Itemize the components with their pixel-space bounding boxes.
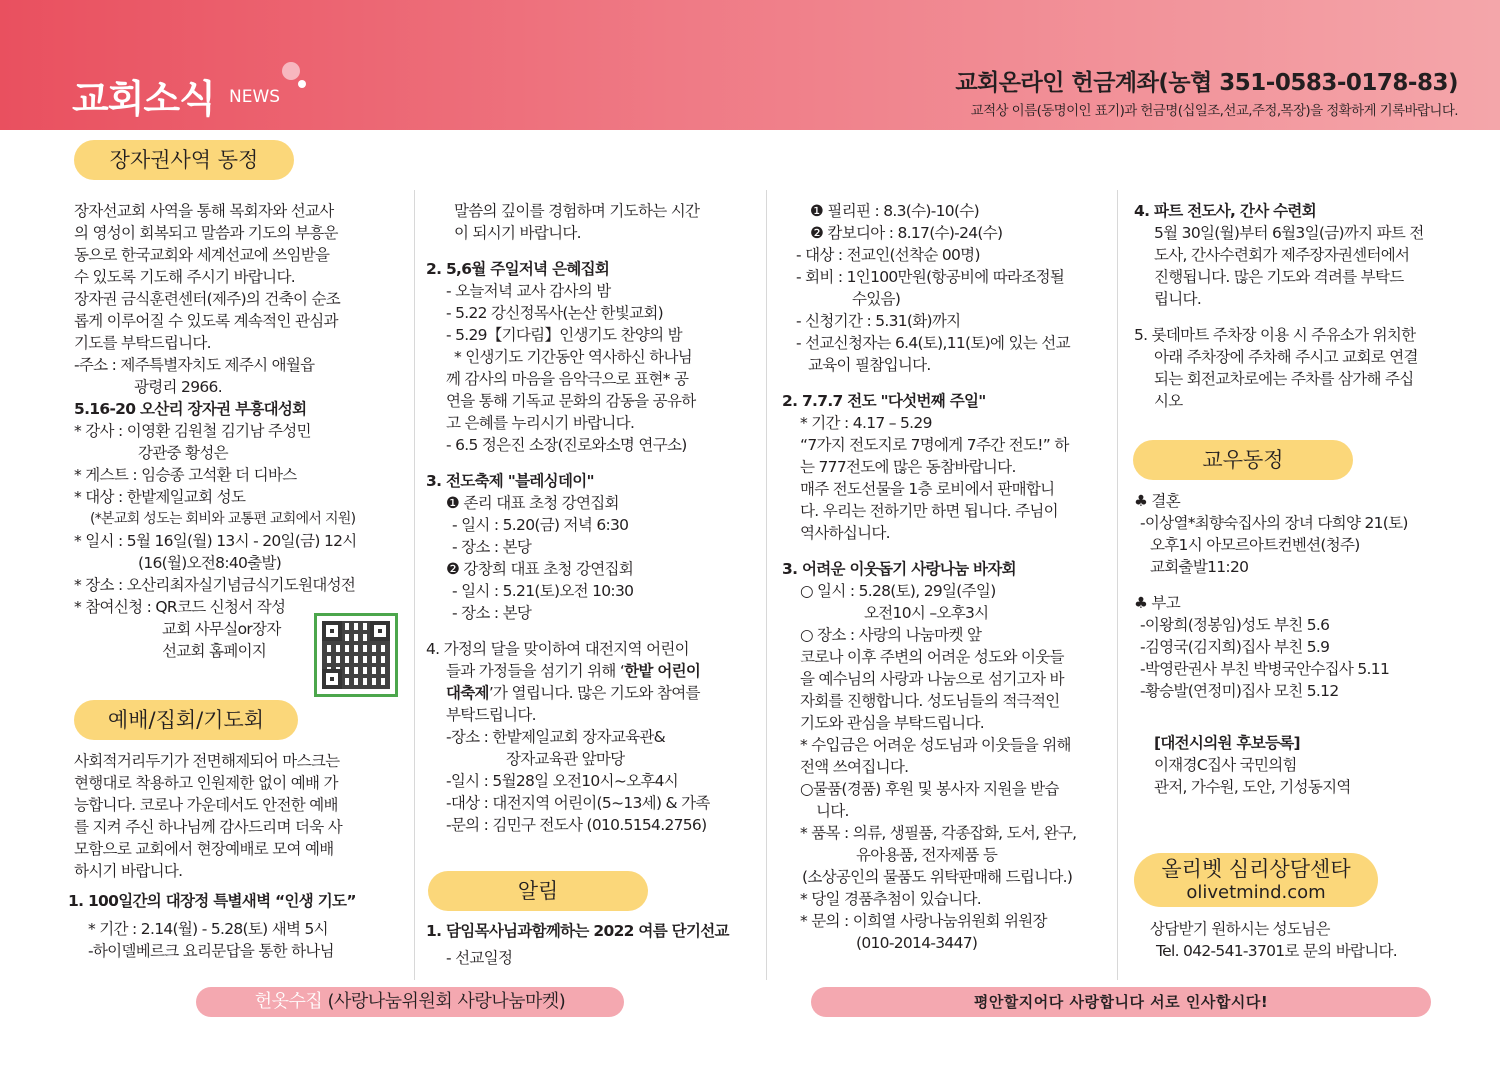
text-line: 를 지켜 주신 하나님께 감사드리며 더욱 사 — [74, 818, 343, 836]
text-line: 기도와 관심을 부탁드립니다. — [800, 714, 984, 732]
greeting-bar: 평안할지어다 사랑합니다 서로 인사합시다! — [811, 987, 1431, 1017]
text-line: “7가지 전도지로 7명에게 7주간 전도!” 하 — [800, 436, 1069, 454]
text-line: (010-2014-3447) — [856, 934, 978, 952]
text-line: 자회를 진행합니다. 성도님들의 적극적인 — [800, 692, 1060, 710]
list-item: -황승발(연정미)집사 모친 5.12 — [1140, 682, 1339, 700]
text-line: 능합니다. 코로나 가운데서도 안전한 예배 — [74, 796, 338, 814]
olivet-counseling-badge — [1134, 853, 1378, 907]
text-line: * 문의 : 이희열 사랑나눔위원회 위원장 — [800, 912, 1047, 930]
text-line: ○ 일시 : 5.28(토), 29일(주일) — [800, 582, 996, 600]
text-span: ’가 열립니다. 많은 기도와 참여를 — [488, 684, 700, 702]
text-line: - 신청기간 : 5.31(화)까지 — [796, 312, 961, 330]
qr-code[interactable] — [314, 613, 398, 697]
election-title: [대전시의원 후보등록] — [1154, 734, 1300, 752]
text-line: (16(월)오전8:40출발) — [138, 554, 282, 572]
header-banner — [0, 0, 1500, 130]
text-line: ❶ 존리 대표 초청 강연집회 — [446, 494, 619, 512]
text-line — [426, 682, 758, 704]
dawn-prayer-title: 1. 100일간의 대장정 특별새벽 “인생 기도” — [68, 892, 356, 910]
text-line: 께 감사의 마음을 음악극으로 표현* 공 — [446, 370, 689, 388]
text-line: 4. 가정의 달을 맞이하여 대전지역 어린이 — [426, 640, 689, 658]
text-line: 교육이 필참입니다. — [808, 356, 931, 374]
retreat-title: 4. 파트 전도사, 간사 수련회 — [1134, 202, 1316, 220]
bazaar-title: 3. 어려운 이웃돕기 사랑나눔 바자회 — [782, 560, 1016, 578]
text-line: 시오 — [1154, 392, 1183, 410]
text-line: 코로나 이후 주변의 어려운 성도와 이웃들 — [800, 648, 1064, 666]
text-line: 동으로 한국교회와 세계선교에 쓰임받을 — [74, 246, 330, 264]
text-line: - 대상 : 전교인(선착순 00명) — [796, 246, 980, 264]
bulletin-title: 교회소식 — [72, 77, 215, 121]
text-line: 니다. — [816, 802, 849, 820]
list-item: -김영국(김지희)집사 부친 5.9 — [1140, 638, 1330, 656]
text-line: * 참여신청 : QR코드 신청서 작성 — [74, 598, 286, 616]
text-line: 교회출발11:20 — [1150, 558, 1249, 576]
obituary-heading: ♣ 부고 — [1134, 594, 1180, 612]
text-line — [426, 660, 758, 682]
text-line: -문의 : 김민구 전도사 (010.5154.2756) — [446, 816, 707, 834]
text-line: 전액 쓰여집니다. — [800, 758, 909, 776]
festival-title: 3. 전도축제 "블레싱데이" — [426, 472, 594, 490]
text-line: 도사, 간사수련회가 제주장자권센터에서 — [1154, 246, 1410, 264]
column-divider — [766, 190, 767, 980]
text-line: * 일시 : 5월 16일(월) 13시 - 20일(금) 12시 — [74, 532, 357, 550]
text-line: 강관중 황성은 — [138, 444, 228, 462]
text-line: 연을 통해 기독교 문화의 감동을 공유하 — [446, 392, 696, 410]
text-line: 의 영성이 회복되고 말씀과 기도의 부흥운 — [74, 224, 338, 242]
text-line: - 선교신청자는 6.4(토),11(토)에 있는 선교 — [796, 334, 1070, 352]
section-notice: 알림 — [428, 871, 648, 911]
clothes-collection-bar — [196, 987, 624, 1017]
text-line: 장자선교회 사역을 통해 목회자와 선교사 — [74, 202, 334, 220]
text-line: -이상열*최향숙집사의 장녀 다희양 21(토) — [1140, 514, 1408, 532]
text-line: 기도를 부탁드립니다. — [74, 334, 211, 352]
text-line: ❷ 캄보디아 : 8.17(수)-24(수) — [810, 224, 1003, 242]
evening-title: 2. 5,6월 주일저녁 은혜집회 — [426, 260, 610, 278]
text-line: ❶ 필리핀 : 8.3(수)-10(수) — [810, 202, 979, 220]
list-item: -박영란권사 부친 박병국안수집사 5.11 — [1140, 660, 1390, 678]
text-line: (*본교회 성도는 회비와 교통편 교회에서 지원) — [90, 511, 356, 527]
text-line: * 당일 경품추첨이 있습니다. — [800, 890, 981, 908]
olivet-url[interactable]: olivetmind.com — [1186, 882, 1326, 903]
section-worship: 예배/집회/기도회 — [74, 700, 298, 740]
text-line: - 선교일정 — [446, 949, 513, 967]
text-line: * 수입금은 어려운 성도님과 이웃들을 위해 — [800, 736, 1071, 754]
column-divider — [1117, 190, 1118, 980]
text-line: * 강사 : 이영환 김원철 김기남 주성민 — [74, 422, 311, 440]
text-line: 수있음) — [852, 290, 901, 308]
qr-corner — [322, 669, 342, 689]
offering-account-note: 교적상 이름(동명이인 표기)과 헌금명(십일조,선교,주정,목장)을 정확하게 기록바랍니다. — [970, 103, 1458, 119]
text-line: 교회 사무실or장자 — [162, 620, 281, 638]
text-line: 모함으로 교회에서 현장예배로 모여 예배 — [74, 840, 334, 858]
clothes-collection-label: 헌옷수집 — [254, 991, 323, 1012]
text-line: * 게스트 : 임승종 고석환 더 디바스 — [74, 466, 297, 484]
qr-corner — [322, 621, 342, 641]
text-line: * 인생기도 기간동안 역사하신 하나님 — [454, 348, 693, 366]
decor-dot — [282, 62, 300, 80]
text-line: ❷ 강창희 대표 초청 강연집회 — [446, 560, 634, 578]
text-line: * 기간 : 2.14(월) - 5.28(토) 새벽 5시 — [88, 920, 328, 938]
revival-title: 5.16-20 오산리 장자권 부흥대성회 — [74, 400, 307, 418]
column-3 — [782, 200, 1112, 954]
bulletin-title-en: NEWS — [229, 87, 281, 107]
text-line: 오후1시 아모르아트컨벤션(청주) — [1150, 536, 1360, 554]
text-line: 하시기 바랍니다. — [74, 862, 183, 880]
text-line: ○ 장소 : 사랑의 나눔마켓 앞 — [800, 626, 982, 644]
text-line: 장자권 금식훈련센터(제주)의 건축이 순조 — [74, 290, 341, 308]
column-2 — [426, 200, 758, 836]
text-line: 역사하십니다. — [800, 524, 890, 542]
column-divider — [414, 190, 415, 980]
text-line: 이재경C집사 국민의힘 — [1154, 756, 1297, 774]
text-line: - 회비 : 1인100만원(항공비에 따라조정될 — [796, 268, 1065, 286]
text-line: 진행됩니다. 많은 기도와 격려를 부탁드 — [1154, 268, 1404, 286]
text-line: 유아용품, 전자제품 등 — [856, 846, 998, 864]
kids-festival-name: 한밭 어린이 — [624, 662, 701, 680]
text-line: 장자교육관 앞마당 — [506, 750, 625, 768]
text-line: 립니다. — [1154, 290, 1202, 308]
column-1-worship — [68, 750, 406, 962]
text-line: -장소 : 한밭제일교회 장자교육관& — [446, 728, 666, 746]
decor-dot-small — [298, 80, 306, 88]
text-line: 광령리 2966. — [134, 378, 222, 396]
text-line: 상담받기 원하시는 성도님은 — [1150, 920, 1330, 938]
column-4-members — [1134, 490, 1466, 798]
text-line: - 5.29【기다림】인생기도 찬양의 밤 — [446, 326, 682, 344]
text-line: 되는 회전교차로에는 주차를 삼가해 주십 — [1154, 370, 1414, 388]
text-line: * 기간 : 4.17 – 5.29 — [800, 414, 932, 432]
text-line: - 장소 : 본당 — [452, 538, 532, 556]
olivet-name: 올리벳 심리상담센타 — [1161, 857, 1351, 881]
text-line: 아래 주차장에 주차해 주시고 교회로 연결 — [1154, 348, 1418, 366]
kids-festival-name: 대축제 — [446, 684, 489, 702]
text-line: - 일시 : 5.21(토)오전 10:30 — [452, 582, 634, 600]
text-line: -주소 : 제주특별자치도 제주시 애월읍 — [74, 356, 315, 374]
text-line: 5월 30일(월)부터 6월3일(금)까지 파트 전 — [1154, 224, 1424, 242]
text-line: -대상 : 대전지역 어린이(5~13세) & 가족 — [446, 794, 710, 812]
text-line: * 품목 : 의류, 생필품, 각종잡화, 도서, 완구, — [800, 824, 1077, 842]
qr-corner — [370, 621, 390, 641]
text-line: 는 777전도에 많은 동참바랍니다. — [800, 458, 1016, 476]
text-line: - 5.22 강신정목사(논산 한빛교회) — [446, 304, 663, 322]
text-line: 매주 전도선물을 1층 로비에서 판매합니 — [800, 480, 1055, 498]
text-line: 이 되시기 바랍니다. — [454, 224, 581, 242]
text-line: ○물품(경품) 후원 및 봉사자 지원을 받습 — [800, 780, 1059, 798]
column-2-notice — [426, 920, 766, 969]
text-line: 부탁드립니다. — [446, 706, 536, 724]
qr-pattern — [322, 621, 390, 689]
text-line: 말씀의 깊이를 경험하며 기도하는 시간 — [454, 202, 700, 220]
text-line: 현행대로 착용하고 인원제한 없이 예배 가 — [74, 774, 338, 792]
mission-title: 1. 담임목사님과함께하는 2022 여름 단기선교 — [426, 922, 729, 940]
column-4 — [1134, 200, 1466, 412]
section-members: 교우동정 — [1133, 440, 1353, 480]
text-line: (소상공인의 물품도 위탁판매해 드립니다.) — [802, 868, 1073, 886]
text-line: - 오늘저녁 교사 감사의 밤 — [446, 282, 611, 300]
text-line: -하이델베르크 요리문답을 통한 하나님 — [88, 942, 334, 960]
list-item: -이왕희(정봉임)성도 부친 5.6 — [1140, 616, 1330, 634]
column-1 — [74, 200, 404, 662]
offering-account: 교회온라인 헌금계좌(농협 351-0583-0178-83) — [955, 70, 1458, 96]
section-jangja: 장자권사역 동정 — [74, 140, 294, 180]
evangelism-title: 2. 7.7.7 전도 "다섯번째 주일" — [782, 392, 986, 410]
wedding-heading: ♣ 결혼 — [1134, 492, 1180, 510]
text-line: 오전10시 –오후3시 — [864, 604, 989, 622]
text-line: - 장소 : 본당 — [452, 604, 532, 622]
text-line: 선교회 홈페이지 — [162, 642, 267, 660]
text-line: 다. 우리는 전하기만 하면 됩니다. 주님이 — [800, 502, 1058, 520]
text-line: 고 은혜를 누리시기 바랍니다. — [446, 414, 635, 432]
text-line: 관저, 가수원, 도안, 기성동지역 — [1154, 778, 1351, 796]
text-line: 사회적거리두기가 전면해제되어 마스크는 — [74, 752, 340, 770]
text-line: - 6.5 정은진 소장(진로와소명 연구소) — [446, 436, 687, 454]
text-line: * 장소 : 오산리최자실기념금식기도원대성전 — [74, 576, 356, 594]
text-line: Tel. 042-541-3701로 문의 바랍니다. — [1156, 942, 1398, 960]
text-line: 롭게 이루어질 수 있도록 계속적인 관심과 — [74, 312, 338, 330]
counseling-contact — [1150, 918, 1470, 962]
text-span: 들과 가정들을 섬기기 위해 ‘ — [446, 662, 625, 680]
text-line: -일시 : 5월28일 오전10시~오후4시 — [446, 772, 679, 790]
clothes-collection-text: (사랑나눔위원회 사랑나눔마켓) — [322, 991, 566, 1012]
text-line: 5. 롯데마트 주차장 이용 시 주유소가 위치한 — [1134, 326, 1416, 344]
text-line: 을 예수님의 사랑과 나눔으로 섬기고자 바 — [800, 670, 1064, 688]
text-line: - 일시 : 5.20(금) 저녁 6:30 — [452, 516, 629, 534]
text-line: * 대상 : 한밭제일교회 성도 — [74, 488, 246, 506]
text-line: 수 있도록 기도해 주시기 바랍니다. — [74, 268, 295, 286]
